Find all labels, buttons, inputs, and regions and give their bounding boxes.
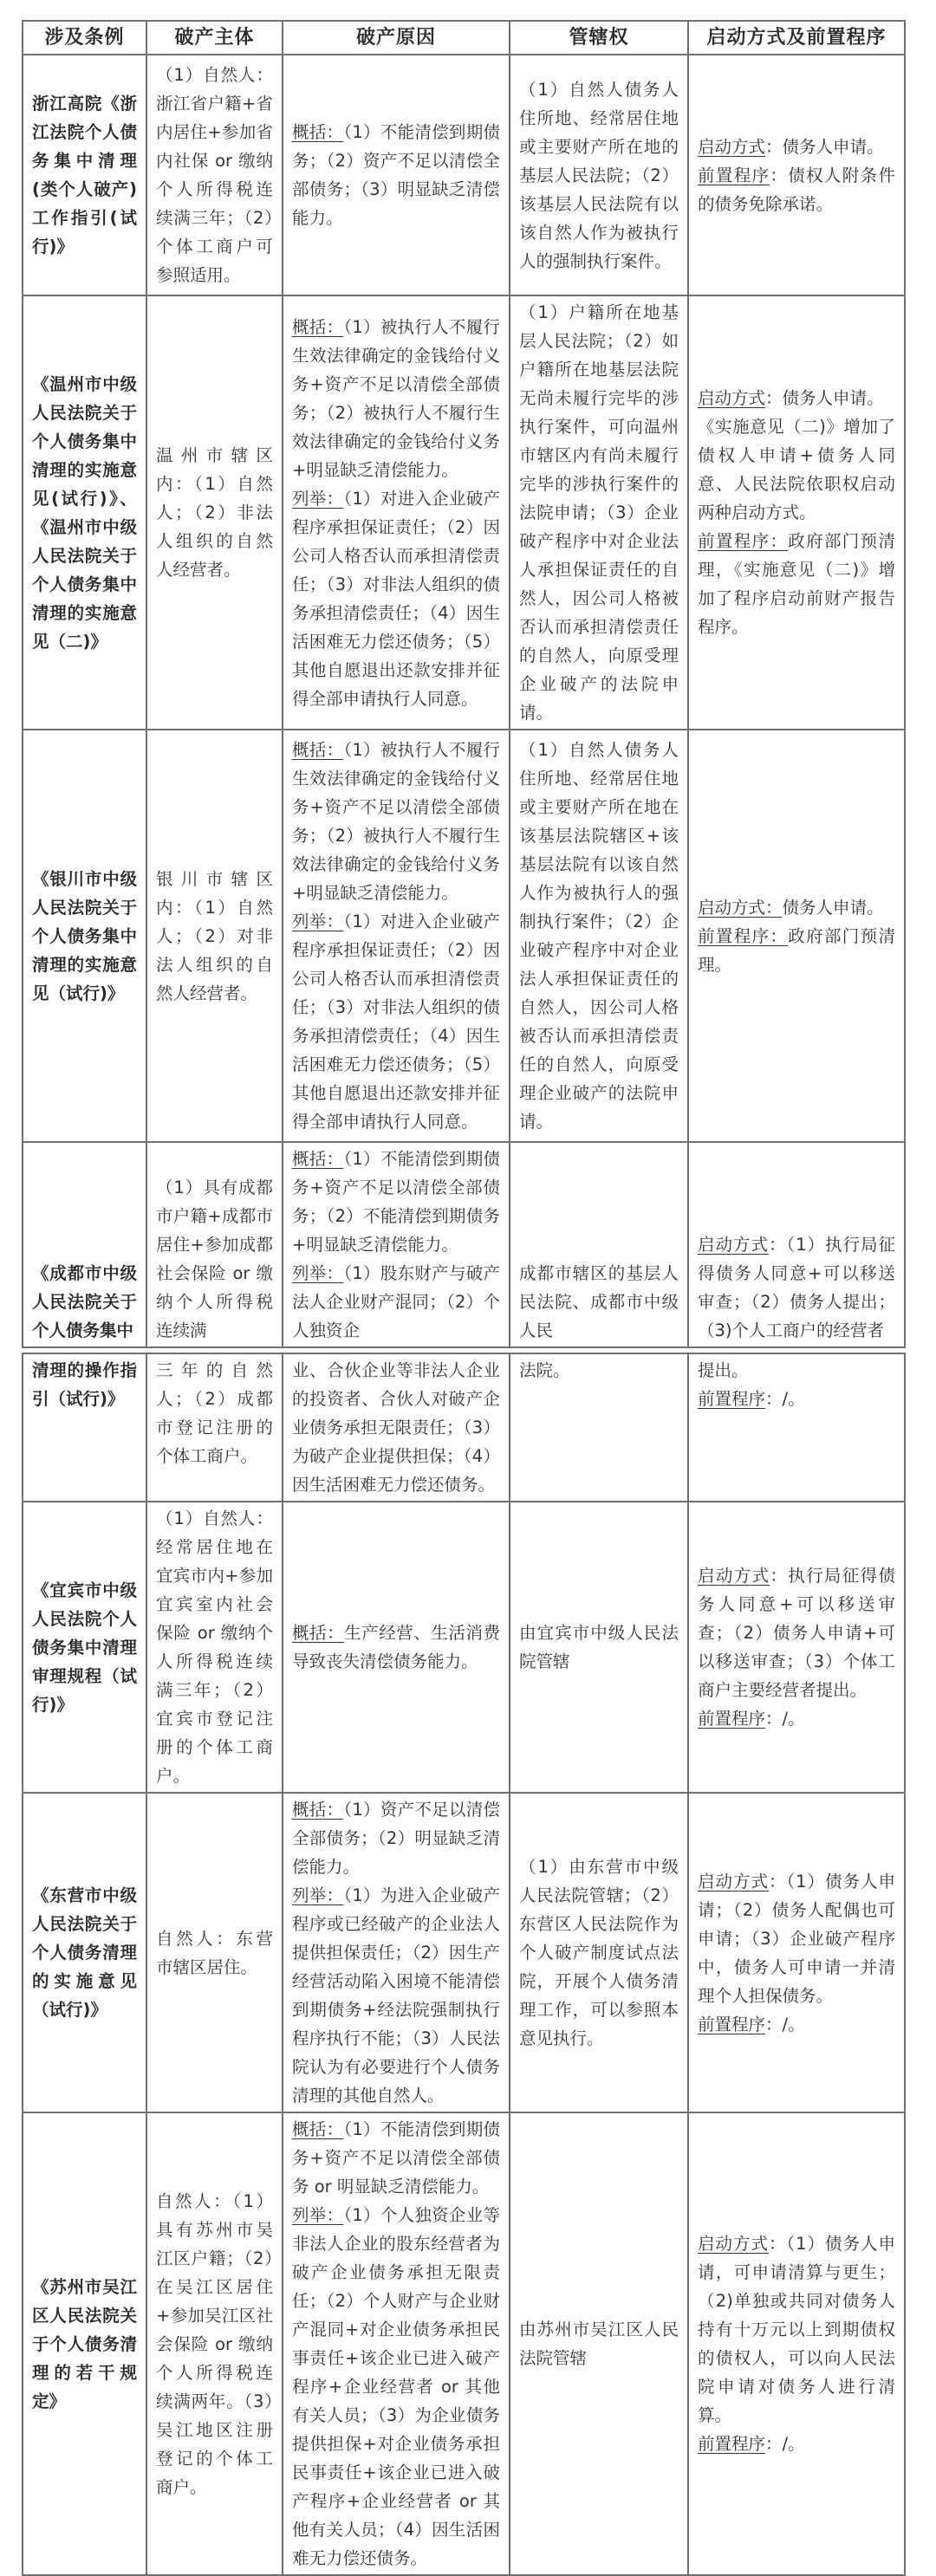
header-jurisdiction: 管辖权	[510, 21, 688, 55]
pre-procedure-text: ：/。	[765, 2014, 805, 2034]
reason-cell	[283, 1793, 510, 2112]
table-row	[23, 295, 905, 730]
subject-cell: 银川市辖区内：（1）自然人；（2）对非法人组织的自然人经营者。	[146, 730, 283, 1142]
jurisdiction-cell: （1）户籍所在地基层人民法院；（2）如户籍所在地基层法院无尚未履行完毕的涉执行案件，可向温州市辖区内有尚未履行完毕的涉执行案件的法院申请；（3）企业破产程序中对企业法人承担保证责任的自然人，因公司人格被否认而承担清偿责任的自然人，向原受理企业破产的法院申请。	[510, 295, 688, 730]
start-method-text: ：执行局征得债务人同意+可以移送审查；（2）债务人申请+可以移送审查；（3）个体工商户主要经营者提出。	[698, 1566, 895, 1700]
start-cell	[688, 730, 905, 1142]
law-cell: 《宜宾市中级人民法院个人债务集中清理审理规程（试行)》	[23, 1502, 146, 1793]
pre-procedure-label: 前置程序	[698, 1709, 766, 1729]
start-method-text: ：（1）执行局征得债务人同意+可以移送审查；（2）债务人提出；（3)个人工商户的经营者	[698, 1235, 895, 1340]
start-method-text: ：（1）债务人申请；（2）债务人配偶也可申请；（3）企业破产程序中，债务人可申请一并清理个人担保债务。	[698, 1871, 895, 2006]
list-label: 列举：	[292, 1263, 344, 1283]
summary-label: 概括：	[292, 1800, 344, 1820]
header-start: 启动方式及前置程序	[688, 21, 905, 55]
reason-cell	[283, 1502, 510, 1793]
start-cell	[688, 1793, 905, 2112]
table-row	[23, 1142, 905, 1347]
summary-text: （1）被执行人不履行生效法律确定的金钱给付义务+资产不足以清偿全部债务；（2）被执行人不履行生效法律确定的金钱给付义务+明显缺乏清偿能力。	[292, 316, 500, 480]
header-subject: 破产主体	[146, 21, 283, 55]
reason-cell	[283, 295, 510, 730]
law-cell: 浙江高院《浙江法院个人债务集中清理(类个人破产)工作指引(试行)》	[23, 55, 146, 295]
start-cell	[688, 1502, 905, 1793]
summary-text: （1）不能清偿到期债务+资产不足以清偿全部债务 or 明显缺乏清偿能力。	[292, 2119, 500, 2196]
start-method-label: 启动方式	[698, 1566, 770, 1586]
start-cell	[688, 2112, 905, 2575]
list-label: 列举：	[292, 2205, 344, 2225]
start-method-label: 启动方式	[698, 388, 766, 408]
pre-procedure-text: 政府部门预清理，《实施意见（二)》增加了程序启动前财产报告程序。	[698, 531, 895, 637]
start-method-label: 启动方式	[698, 1235, 769, 1255]
start-method-label: 启动方式	[698, 136, 766, 157]
reason-cell	[283, 2112, 510, 2575]
pre-procedure-label: 前置程序	[698, 2434, 766, 2454]
jurisdiction-cell: 成都市辖区的基层人民法院、成都市中级人民	[510, 1142, 688, 1347]
table-row	[23, 730, 905, 1142]
jurisdiction-cell: （1）由东营市中级人民法院管辖；（2）东营区人民法院作为个人破产制度试点法院，开展个人债务清理工作，可以参照本意见执行。	[510, 1793, 688, 2112]
jurisdiction-cell: （1）自然人债务人住所地、经常居住地或主要财产所在地的基层人民法院；（2）该基层人民法院有以该自然人作为被执行人的强制执行案件。	[510, 55, 688, 295]
subject-cell: 自然人：东营市辖区居住。	[146, 1793, 283, 2112]
summary-label: 概括：	[292, 2119, 344, 2139]
start-cell	[688, 1142, 905, 1347]
summary-label: 概括：	[292, 122, 344, 142]
jurisdiction-cell: （1）自然人债务人住所地、经常居住地或主要财产所在地在该基层法院辖区+该基层法院有以该自然人作为被执行人的强制执行案件；（2）企业破产程序中对企业法人承担保证责任的自然人，因公司人格被否认而承担清偿责任的自然人，向原受理企业破产的法院申请。	[510, 730, 688, 1142]
table-row	[23, 1502, 905, 1793]
header-law: 涉及条例	[23, 21, 146, 55]
start-method-text: ：债务人申请。	[765, 136, 884, 157]
table-row	[23, 1353, 905, 1502]
list-text: （1）为进入企业破产程序或已经破产的企业法人提供担保责任；（2）因生产经营活动陷入困境不能清偿到期债务+经法院强制执行程序执行不能；（3）人民法院认为有必要进行个人债务清理的其他自然人。	[292, 1885, 500, 2106]
reason-cell	[283, 1142, 510, 1347]
header-reason: 破产原因	[283, 21, 510, 55]
subject-cell: 三年的自然人；（2）成都市登记注册的个体工商户。	[146, 1353, 283, 1502]
policy-comparison-table	[22, 20, 906, 1348]
table-row	[23, 2112, 905, 2575]
subject-cell: （1）自然人：经常居住地在宜宾市内+参加宜宾室内社会保险 or 缴纳个人所得税连续满三年；（2）宜宾市登记注册的个体工商户。	[146, 1502, 283, 1793]
start-method-label: 启动方式：	[698, 897, 783, 918]
summary-label: 概括：	[292, 316, 344, 337]
list-label: 列举：	[292, 488, 344, 509]
pre-procedure-label: 前置程序：	[698, 531, 789, 551]
start-method-text: 债务人申请。	[782, 897, 884, 918]
subject-cell: （1）自然人：浙江省户籍+省内居住+参加省内社保 or 缴纳个人所得税连续满三年；（2）个体工商户可参照适用。	[146, 55, 283, 295]
pre-procedure-text: 政府部门预清理。	[698, 925, 895, 975]
table-row	[23, 1793, 905, 2112]
start-method-text: 提出。	[698, 1360, 749, 1380]
law-cell: 《东营市中级人民法院关于个人债务清理的实施意见（试行)》	[23, 1793, 146, 2112]
law-cell: 《成都市中级人民法院关于个人债务集中	[23, 1142, 146, 1347]
summary-label: 概括：	[292, 1149, 344, 1169]
jurisdiction-cell: 由苏州市吴江区人民法院管辖	[510, 2112, 688, 2575]
list-label: 列举：	[292, 912, 344, 931]
summary-label: 概括：	[292, 740, 344, 760]
pre-procedure-text: ：/。	[765, 1709, 805, 1729]
summary-text: （1）不能清偿到期债务+资产不足以清偿全部债务；（2）不能清偿到期债务+明显缺乏清偿能力。	[292, 1149, 500, 1255]
pre-procedure-label: 前置程序	[698, 1389, 766, 1409]
law-cell: 《苏州市吴江区人民法院关于个人债务清理的若干规定》	[23, 2112, 146, 2575]
law-cell: 清理的操作指引（试行)》	[23, 1353, 146, 1502]
table-header-row	[23, 21, 905, 55]
policy-comparison-table-continued	[22, 1353, 906, 2576]
reason-cell	[283, 730, 510, 1142]
subject-cell: 温州市辖区内：（1）自然人；（2）非法人组织的自然人经营者。	[146, 295, 283, 730]
pre-procedure-text: ：债权人附条件的债务免除承诺。	[698, 165, 895, 214]
list-text: （1）股东财产与破产法人企业财产混同；（2）个人独资企	[292, 1263, 500, 1340]
start-cell	[688, 295, 905, 730]
jurisdiction-cell: 由宜宾市中级人民法院管辖	[510, 1502, 688, 1793]
pre-procedure-text: ：/。	[765, 1389, 805, 1409]
start-method-text: ：债务人申请。	[765, 388, 884, 408]
policy-comparison-document	[22, 20, 904, 2576]
jurisdiction-cell: 法院。	[510, 1353, 688, 1502]
list-text: （1）对进入企业破产程序承担保证责任；（2）因公司人格否认而承担清偿责任；（3）对非法人组织的债务承担清偿责任；（4）因生活困难无力偿还债务；（5）其他自愿退出还款安排并征得全部申请执行人同意。	[292, 912, 500, 1132]
start-method-label: 启动方式	[698, 1871, 769, 1891]
start-method-label: 启动方式	[698, 2234, 769, 2254]
summary-text: （1）不能清偿到期债务；（2）资产不足以清偿全部债务；（3）明显缺乏清偿能力。	[292, 122, 500, 228]
list-text: （1）个人独资企业等非法人企业的股东经营者为破产企业债务承担无限责任；（2）个人财产与企业财产混同+对企业债务承担民事责任+该企业已进入破产程序+企业经营者 or 其他有关人员；（3）为企业债务提供担保+对企业债务承担民事责任+该企业已进入破产程序+企业经营者 or 其他有关人员；（4）因生活困难无力偿还债务。	[292, 2205, 500, 2568]
subject-cell: （1）具有成都市户籍+成都市居住+参加成都社会保险 or 缴纳个人所得税连续满	[146, 1142, 283, 1347]
start-method-text: ：（1）债务人申请，可申请清算与更生；（2)单独或共同对债务人持有十万元以上到期债权的债权人，可以向人民法院申请对债务人进行清算。	[698, 2234, 895, 2425]
table-row	[23, 55, 905, 295]
law-cell: 《银川市中级人民法院关于个人债务集中清理的实施意见（试行)》	[23, 730, 146, 1142]
summary-text: （1）被执行人不履行生效法律确定的金钱给付义务+资产不足以清偿全部债务；（2）被执行人不履行生效法律确定的金钱给付义务+明显缺乏清偿能力。	[292, 740, 500, 903]
summary-text: （1）资产不足以清偿全部债务；（2）明显缺乏清偿能力。	[292, 1800, 500, 1877]
pre-procedure-label: 前置程序：	[698, 925, 789, 946]
pre-procedure-text: ：/。	[765, 2434, 805, 2454]
start-extra-text: 《实施意见（二)》增加了债权人申请+债务人同意、人民法院依职权启动两种启动方式。	[698, 417, 895, 522]
list-label: 列举：	[292, 1885, 344, 1905]
pre-procedure-label: 前置程序	[698, 2014, 766, 2034]
list-text: （1）对进入企业破产程序承担保证责任；（2）因公司人格否认而承担清偿责任；（3）对非法人组织的债务承担清偿责任；（4）因生活困难无力偿还债务；（5）其他自愿退出还款安排并征得全部申请执行人同意。	[292, 488, 500, 709]
start-cell	[688, 1353, 905, 1502]
law-cell: 《温州市中级人民法院关于个人债务集中清理的实施意见(试行)》、《温州市中级人民法院关于个人债务集中清理的实施意见（二)》	[23, 295, 146, 730]
start-cell	[688, 55, 905, 295]
subject-cell: 自然人：（1）具有苏州市吴江区户籍；（2）在吴江区居住+参加吴江区社会保险 or 缴纳个人所得税连续满两年。（3）吴江地区注册登记的个体工商户。	[146, 2112, 283, 2575]
summary-text: 生产经营、生活消费导致丧失清偿债务能力。	[292, 1623, 500, 1671]
reason-cell	[283, 55, 510, 295]
summary-label: 概括：	[292, 1623, 345, 1643]
reason-cell: 业、合伙企业等非法人企业的投资者、合伙人对破产企业债务承担无限责任；（3）为破产企业提供担保；（4）因生活困难无力偿还债务。	[283, 1353, 510, 1502]
pre-procedure-label: 前置程序	[698, 165, 770, 185]
